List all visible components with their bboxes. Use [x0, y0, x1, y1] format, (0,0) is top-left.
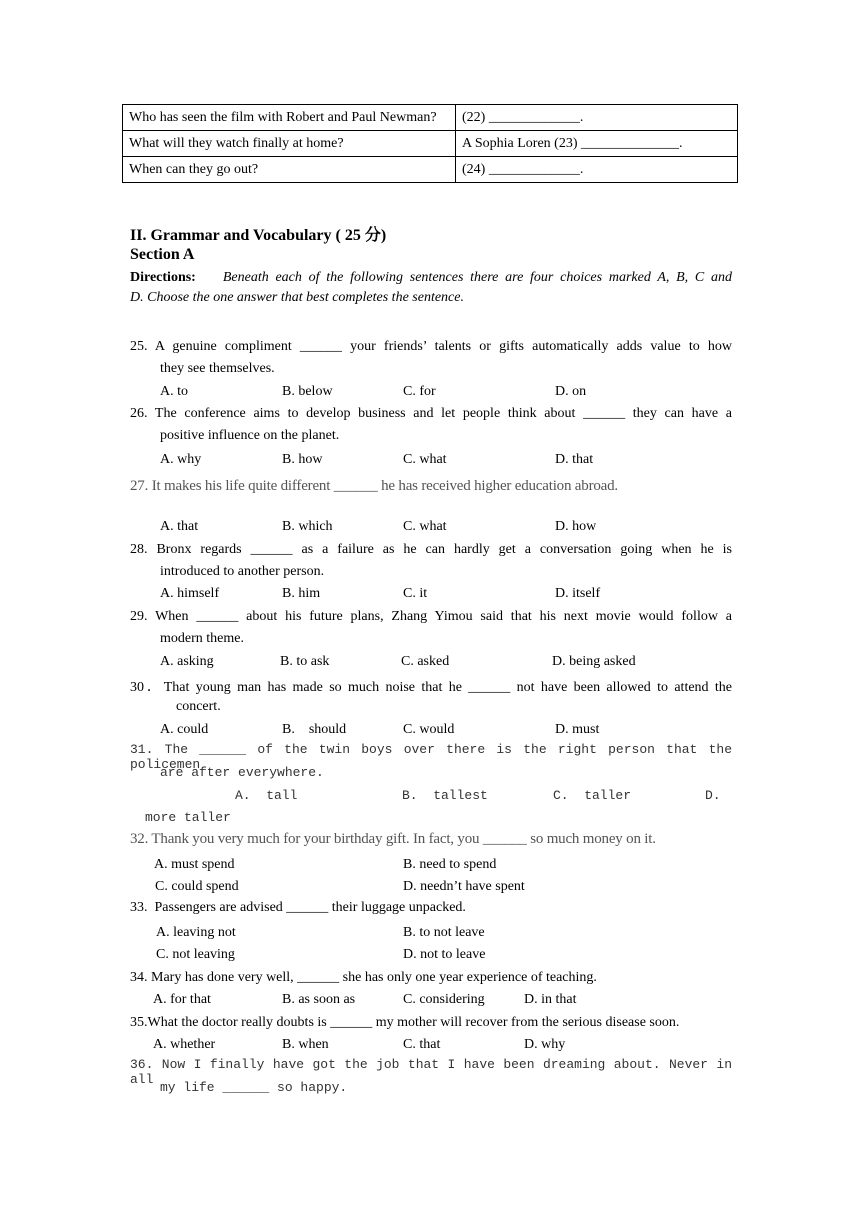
option-b: B. need to spend — [403, 857, 497, 872]
question-25-cont: they see themselves. — [160, 361, 275, 376]
option-a: A. why — [160, 452, 202, 467]
option-a: A. himself — [160, 586, 220, 601]
option-a: A. to — [160, 384, 188, 399]
question-32: 32. Thank you very much for your birthday gift. In fact, you ______ so much money on it. — [130, 831, 656, 847]
section-subtitle: Section A — [130, 246, 195, 263]
question-34: 34. Mary has done very well, ______ she has only one year experience of teaching. — [130, 970, 597, 985]
option-c: C. considering — [403, 992, 485, 1007]
option-a: A. could — [160, 722, 209, 737]
option-d: D. why — [524, 1037, 566, 1052]
listening-answer-table — [122, 104, 738, 183]
option-b: B. to not leave — [403, 925, 485, 940]
option-d: D. being asked — [552, 654, 636, 669]
option-b: B. should — [282, 722, 347, 737]
option-b: B. tallest — [402, 788, 488, 803]
option-b: B. below — [282, 384, 333, 399]
directions — [130, 270, 732, 306]
option-c: C. what — [403, 519, 447, 534]
option-d: D. — [705, 788, 721, 803]
question-30: 30．That young man has made so much noise that he ______ not have been allowed to attend the — [130, 680, 732, 695]
question-26-cont: positive influence on the planet. — [160, 428, 340, 443]
option-d: D. needn’t have spent — [403, 879, 525, 894]
question-27: 27. It makes his life quite different ______ he has received higher education abroad. — [130, 478, 618, 494]
question-36-cont: my life ______ so happy. — [160, 1080, 348, 1095]
question-29: 29. When ______ about his future plans, Zhang Yimou said that his next movie would follow a — [130, 609, 732, 624]
question-35: 35.What the doctor really doubts is ______ my mother will recover from the serious disease soon. — [130, 1015, 680, 1030]
directions-label: Directions: — [130, 270, 196, 285]
option-c: C. asked — [401, 654, 450, 669]
table-row — [123, 131, 738, 157]
option-c: C. taller — [553, 788, 632, 803]
table-row — [123, 105, 738, 131]
option-c: C. could spend — [155, 879, 239, 894]
option-c: C. what — [403, 452, 447, 467]
option-b: B. which — [282, 519, 333, 534]
directions-line: D. Choose the one answer that best completes the sentence. — [130, 290, 464, 305]
option-c: C. not leaving — [156, 947, 235, 962]
question-26: 26. The conference aims to develop business and let people think about ______ they can have a — [130, 406, 732, 421]
option-a: A. must spend — [154, 857, 235, 872]
section-title: II. Grammar and Vocabulary ( 25 分) — [130, 227, 387, 244]
option-b: B. him — [282, 586, 321, 601]
table-question-cell: What will they watch finally at home? — [123, 131, 456, 157]
question-31: 31. The ______ of the twin boys over there is the right person that the policemen — [130, 742, 732, 772]
table-answer-cell: (24) _____________. — [456, 157, 738, 183]
table-question-cell: Who has seen the film with Robert and Paul Newman? — [123, 105, 456, 131]
option-c: C. would — [403, 722, 455, 737]
option-d: D. not to leave — [403, 947, 486, 962]
directions-line: Directions: Beneath each of the following sentences there are four choices marked A, B, C and — [130, 270, 733, 285]
option-a: A. for that — [153, 992, 211, 1007]
option-c: C. that — [403, 1037, 441, 1052]
option-b: B. as soon as — [282, 992, 356, 1007]
table-row — [123, 157, 738, 183]
option-a: A. tall — [235, 788, 298, 803]
option-d: D. that — [555, 452, 594, 467]
option-c: C. for — [403, 384, 436, 399]
option-a: A. that — [160, 519, 199, 534]
option-d: D. itself — [555, 586, 601, 601]
question-25: 25. A genuine compliment ______ your friends’ talents or gifts automatically adds value to how — [130, 339, 732, 354]
option-d: D. on — [555, 384, 587, 399]
table-answer-cell: A Sophia Loren (23) ______________. — [456, 131, 738, 157]
table-question-cell: When can they go out? — [123, 157, 456, 183]
question-28: 28. Bronx regards ______ as a failure as he can hardly get a conversation going when he is — [130, 542, 732, 557]
option-c: C. it — [403, 586, 428, 601]
question-30-cont: concert. — [176, 699, 221, 714]
option-b: B. how — [282, 452, 323, 467]
question-36: 36. Now I finally have got the job that I have been dreaming about. Never in all — [130, 1057, 732, 1087]
option-a: A. asking — [160, 654, 214, 669]
option-d: D. how — [555, 519, 597, 534]
option-a: A. whether — [153, 1037, 216, 1052]
option-d: D. must — [555, 722, 600, 737]
question-33: 33. Passengers are advised ______ their luggage unpacked. — [130, 900, 466, 915]
table-answer-cell: (22) _____________. — [456, 105, 738, 131]
question-31-cont: are after everywhere. — [160, 765, 324, 780]
option-a: A. leaving not — [156, 925, 236, 940]
question-29-cont: modern theme. — [160, 631, 244, 646]
question-28-cont: introduced to another person. — [160, 564, 325, 579]
option-b: B. to ask — [280, 654, 330, 669]
option-d: D. in that — [524, 992, 577, 1007]
option-b: B. when — [282, 1037, 329, 1052]
option-d-text: more taller — [145, 810, 231, 825]
